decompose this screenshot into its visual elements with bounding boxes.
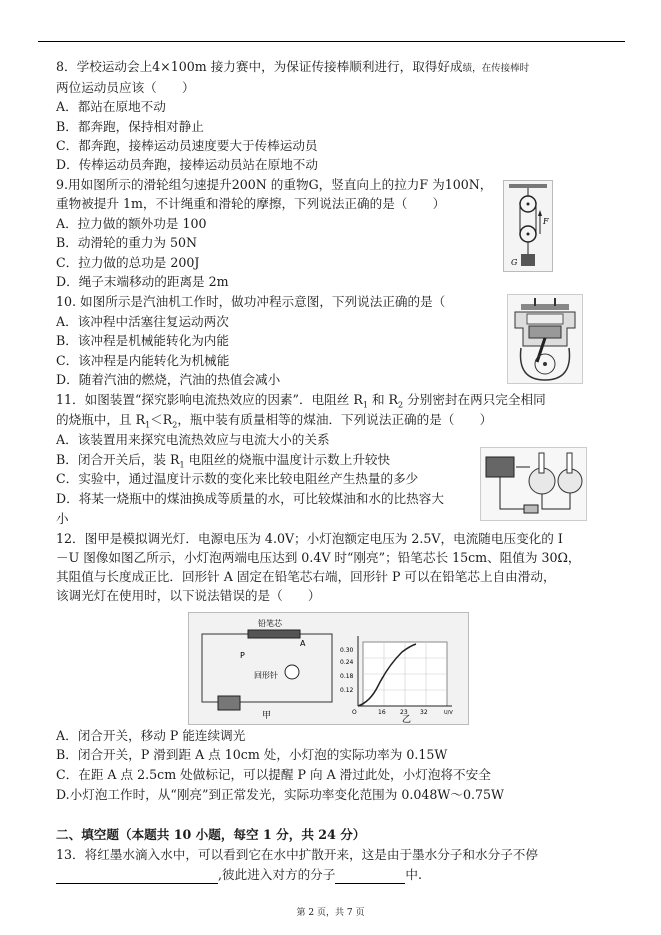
q10-option-b: B．该冲程是机械能转化为内能	[56, 333, 229, 348]
q8-stem-line2: 两位运动员应该（ ）	[56, 80, 195, 95]
q11-option-a: A．该装置用来探究电流热效应与电流大小的关系	[56, 432, 330, 447]
ytick-1: 0.24	[340, 659, 354, 666]
xtick-2: 32	[420, 709, 428, 716]
ytick-3: 0.12	[340, 687, 354, 694]
q12-stem-line2: －U 图像如图乙所示，小灯泡两端电压达到 0.4V 时“刚亮”；铅笔芯长 15cm、阻值为 30Ω，	[56, 550, 581, 565]
engine-figure	[507, 294, 583, 384]
xtick-0: 16	[378, 709, 386, 716]
fig-clip-label: 回形针	[254, 671, 278, 680]
xtick-1: 23	[400, 709, 408, 716]
q10-option-c: C．该冲程是内能转化为机械能	[56, 353, 230, 368]
q9-option-d: D．绳子末端移动的距离是 2m	[56, 274, 229, 289]
pulley-label-g: G	[511, 258, 518, 267]
q10-stem: 10. 如图所示是汽油机工作时，做功冲程示意图，下列说法正确的是（	[56, 294, 446, 309]
fig-pencil-label: 铅笔芯	[258, 619, 282, 628]
q11-option-d-line1: D．将某一烧瓶中的煤油换成等质量的水，可比较煤油和水的比热容大	[56, 491, 444, 506]
q12-stem-line3: 其阻值与长度成正比．回形针 A 固定在铅笔芯右端，回形针 P 可以在铅笔芯上自由滑动，	[56, 569, 556, 584]
q11-option-d-line2: 小	[56, 511, 69, 526]
q13-line2: ,彼此进入对方的分子 中.	[56, 866, 422, 884]
q12-stem-line1: 12．图甲是模拟调光灯．电源电压为 4.0V；小灯泡额定电压为 2.5V，电流随电压变化的 I	[56, 531, 563, 546]
q8-option-d: D．传棒运动员奔跑，接棒运动员站在原地不动	[56, 157, 318, 172]
q9-stem-line2: 重物被提升 1m，不计绳重和滑轮的摩擦，下列说法正确的是（ ）	[56, 196, 446, 211]
q8-option-a: A．都站在原地不动	[56, 99, 166, 114]
q8-option-c: C．都奔跑，接棒运动员速度要大于传棒运动员	[56, 138, 318, 153]
section-title: 二、填空题（本题共 10 小题，每空 1 分，共 24 分）	[56, 827, 366, 842]
fig-a-label: A	[300, 639, 306, 648]
q11-stem-line1: 11．如图装置“探究影响电流热效应的因素”．电阻丝 $R_1$ 和 $R_2$ 分别密封在两只完全相同	[56, 392, 546, 410]
ytick-0: 0.30	[340, 647, 354, 654]
ytick-2: 0.18	[340, 673, 354, 680]
q12-option-a: A．闭合开关，移动 P 能连续调光	[56, 728, 246, 743]
q12-option-c: C．在距 A 点 2.5cm 处做标记，可以提醒 P 向 A 滑过此处，小灯泡将不安全	[56, 767, 491, 782]
q8-stem-line1: 8．学校运动会上4×100m 接力赛中，为保证传接棒顺利进行，取得好成绩，在传接棒时	[56, 59, 530, 74]
q12-option-b: B．闭合开关，P 滑到距 A 点 10cm 处，小灯泡的实际功率为 0.15W	[56, 747, 448, 762]
x-unit: U/V	[444, 710, 453, 716]
q13-blank-2[interactable]	[335, 871, 405, 884]
origin-label: O	[352, 709, 357, 716]
q12-stem-line4: 该调光灯在使用时，以下说法错误的是（ ）	[56, 588, 321, 603]
q8-stem-tail: 绩，在传接棒时	[462, 63, 530, 74]
q10-option-a: A．该冲程中活塞往复运动两次	[56, 314, 229, 329]
q9-stem-line1: 9.用如图所示的滑轮组匀速提升200N 的重物G，竖直向上的拉力F 为100N，	[56, 177, 493, 192]
q11-stem-line2: 的烧瓶中，且 $R_1<R_2$，瓶中装有质量相等的煤油．下列说法正确的是（ ）	[56, 412, 493, 430]
q13-blank-1[interactable]	[56, 871, 218, 884]
q11-option-b: B．闭合开关后，装 $R_1$ 电阻丝的烧瓶中温度计示数上升较快	[56, 452, 391, 470]
fig-p-label: P	[240, 651, 245, 660]
q13-line1: 13．将红墨水滴入水中，可以看到它在水中扩散开来，这是由于墨水分子和水分子不停	[56, 847, 538, 862]
fig-yi-label: 乙	[402, 715, 412, 725]
heat-effect-figure	[480, 447, 587, 521]
fig-jia-label: 甲	[262, 711, 272, 721]
q12-option-d: D.小灯泡工作时，从“刚亮”到正常发光，实际功率变化范围为 0.048W～0.75W	[56, 787, 504, 802]
q9-option-c: C．拉力做的总功是 200J	[56, 255, 200, 270]
q12-figure	[188, 612, 469, 725]
q8-option-b: B．都奔跑，保持相对静止	[56, 119, 204, 134]
q9-option-a: A．拉力做的额外功是 100	[56, 216, 207, 231]
pulley-figure	[503, 180, 553, 272]
q11-option-c: C．实验中，通过温度计示数的变化来比较电阻丝产生热量的多少	[56, 471, 419, 486]
q10-option-d: D．随着汽油的燃烧，汽油的热值会减小	[56, 372, 281, 387]
page-footer: 第 2 页，共 7 页	[296, 908, 365, 918]
header-rule	[38, 41, 625, 42]
pulley-label-f: F	[543, 217, 549, 226]
q9-option-b: B．动滑轮的重力为 50N	[56, 235, 198, 250]
